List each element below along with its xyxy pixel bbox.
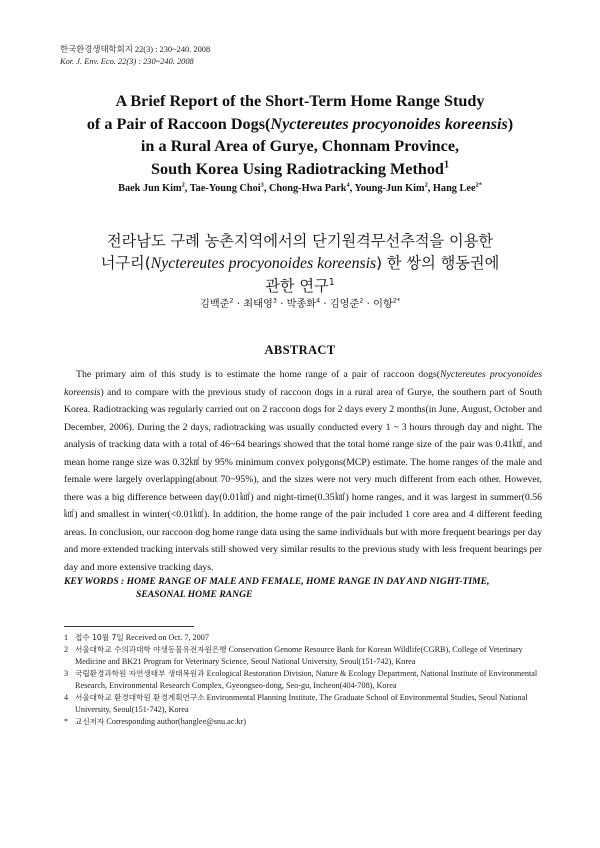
abstract-text-rest: ) and to compare with the previous study of raccoon dogs in a rural area of Gurye, the southern part of South Korea. Radiotracking was regularly carried out on 2 raccoon dogs for 2 days every 2 months(in June, August, October and December, 2006). During the 2 days, radiotracking was usually conducted every 1 ~ 3 hours through day and night. The analysis of tracking data with a total of 46~64 bearings showed that the total home range size of the pair was 0.41㎢, and mean home range size was 0.32㎢ by 95% minimum convex polygons(MCP) estimate. The home ranges of the male and female were largely overlapping(about 70~95%), and the sizes were not very much different from each other. However, there was a big difference between day(0.01㎢) and night-time(0.35㎢) home ranges, and it was largest in summer(0.56㎢) and smallest in winter(<0.01㎢). In addition, the home range of the pair included 1 core area and 4 different feeding areas. In conclusion, our raccoon dog home range data using the same individuals but with more frequent bearings per day and more extended tracking intervals still showed very similar results to the previous study with less frequent bearings per day and more extensive tracking days.	[64, 386, 542, 574]
korean-title	[40, 230, 560, 297]
footnote	[64, 692, 542, 716]
korean-author-separator: ·	[233, 299, 244, 310]
title-line-4	[40, 158, 560, 181]
journal-citation	[60, 44, 210, 68]
footnote-english: Conservation Genome Resource Bank for Korean Wildlife(CGRB), College of Veterinary Medicine and BK21 Program for Veterinary Science, Seoul National University, Seoul(151-742), Korea	[75, 645, 523, 666]
author-affiliation-mark: 3	[260, 181, 264, 189]
author-separator: ,	[427, 183, 433, 194]
title-line-3: in a Rural Area of Gurye, Chonnam Province,	[140, 137, 460, 155]
author-separator: ,	[263, 183, 269, 194]
abstract-paragraph	[64, 366, 542, 577]
author-affiliation-mark: 2*	[475, 181, 482, 189]
footnote	[64, 668, 542, 692]
korean-author-name: 김영준	[329, 299, 360, 310]
korean-author-name: 박종화	[286, 299, 317, 310]
footnote-english: Environmental Planning Institute, The Graduate School of Environmental Studies, Seoul National University, Seoul(151-742), Korea	[75, 693, 528, 714]
korean-author-affiliation-mark: 2	[229, 297, 234, 305]
author-separator: ,	[349, 183, 355, 194]
author-name: Hang Lee	[432, 183, 476, 194]
korean-author-affiliation-mark: 3	[272, 297, 277, 305]
keywords-line-1: KEY WORDS : HOME RANGE OF MALE AND FEMALE, HOME RANGE IN DAY AND NIGHT-TIME,	[64, 576, 490, 587]
footnote-korean: 국립환경과학원 자연생태부 생태복원과	[75, 669, 205, 678]
footnote-mark: 4	[64, 693, 69, 702]
author-separator: ,	[184, 183, 190, 194]
korean-author-affiliation-mark: 2*	[392, 297, 400, 305]
korean-title-line-2-pre: 너구리(	[100, 254, 151, 272]
footnote-mark: 1	[64, 633, 69, 642]
paper-title	[40, 90, 560, 180]
title-species-name: Nyctereutes procyonoides koreensis	[270, 114, 508, 133]
title-line-2-post: )	[507, 114, 514, 133]
author-name: Baek Jun Kim	[118, 183, 182, 194]
footnote-divider	[64, 626, 194, 627]
keywords-line-2: SEASONAL HOME RANGE	[136, 588, 253, 600]
title-line-2-pre: of a Pair of Raccoon Dogs(	[86, 114, 271, 133]
title-line-2	[40, 113, 560, 136]
footnotes	[64, 632, 542, 728]
title-footnote-mark: 1	[443, 159, 449, 171]
korean-author-name: 이항	[373, 299, 393, 310]
footnote-korean: 교신저자	[75, 717, 105, 726]
korean-author-separator: ·	[320, 299, 330, 310]
author-affiliation-mark: 4	[346, 181, 350, 189]
footnote-korean: 서울대학교 수의과대학 야생동물유전자원은행	[75, 645, 227, 654]
footnote	[64, 644, 542, 668]
keywords	[64, 576, 542, 601]
korean-author-separator: ·	[363, 299, 374, 310]
author-name: Chong-Hwa Park	[268, 183, 347, 194]
korean-title-line-1: 전라남도 구례 농촌지역에서의 단기원격무선추적을 이용한	[106, 232, 494, 250]
korean-author-name: 최태영	[243, 299, 273, 310]
footnote-korean: 접수 10월 7일	[75, 633, 124, 642]
journal-citation-korean: 한국환경생태학회지 22(3) : 230~240. 2008	[60, 45, 211, 54]
author-list	[40, 182, 560, 196]
korean-author-list	[40, 298, 560, 312]
footnote-english: Corresponding author(hanglee@snu.ac.kr)	[104, 717, 247, 726]
korean-title-line-2	[40, 252, 560, 275]
author-affiliation-mark: 2	[181, 181, 185, 189]
footnote-mark: 2	[64, 645, 69, 654]
korean-title-line-2-post: ) 한 쌍의 행동권에	[376, 254, 500, 272]
korean-author-separator: ·	[276, 299, 287, 310]
author-affiliation-mark: 2	[424, 181, 428, 189]
journal-citation-english: Kor. J. Env. Eco. 22(3) : 230~240. 2008	[60, 57, 194, 66]
korean-title-species-name: Nyctereutes procyonoides koreensis	[150, 255, 377, 272]
title-line-4-text: South Korea Using Radiotracking Method	[151, 159, 444, 178]
title-line-1: A Brief Report of the Short-Term Home Range Study	[115, 92, 485, 110]
author-name: Tae-Young Choi	[189, 183, 261, 194]
footnote-korean: 서울대학교 환경대학원 환경계획연구소	[75, 693, 205, 702]
footnote-english: Received on Oct. 7, 2007	[123, 633, 209, 642]
korean-author-affiliation-mark: 4	[316, 297, 321, 305]
abstract-species-name: Nyctereutes procyonoides koreensis	[64, 369, 542, 398]
footnote-english: Ecological Restoration Division, Nature & Ecology Department, National Institute of Environmental Research, Environmental Research Complex, Gyeongseo-dong, Seo-gu, Incheon(404-708), Korea	[75, 669, 538, 690]
footnote	[64, 716, 542, 728]
abstract-heading: ABSTRACT	[264, 343, 336, 357]
korean-title-footnote-mark: 1	[328, 276, 335, 288]
footnote-mark: *	[64, 717, 69, 726]
korean-title-line-3	[40, 275, 560, 297]
korean-author-affiliation-mark: 2	[359, 297, 364, 305]
abstract-text-start: The primary aim of this study is to estimate the home range of a pair of raccoon dogs(	[76, 369, 441, 380]
author-name: Young-Jun Kim	[354, 183, 425, 194]
korean-title-line-3-text: 관한 연구	[265, 277, 329, 295]
korean-author-name: 김백준	[200, 299, 230, 310]
footnote-mark: 3	[64, 669, 69, 678]
footnote	[64, 632, 542, 644]
